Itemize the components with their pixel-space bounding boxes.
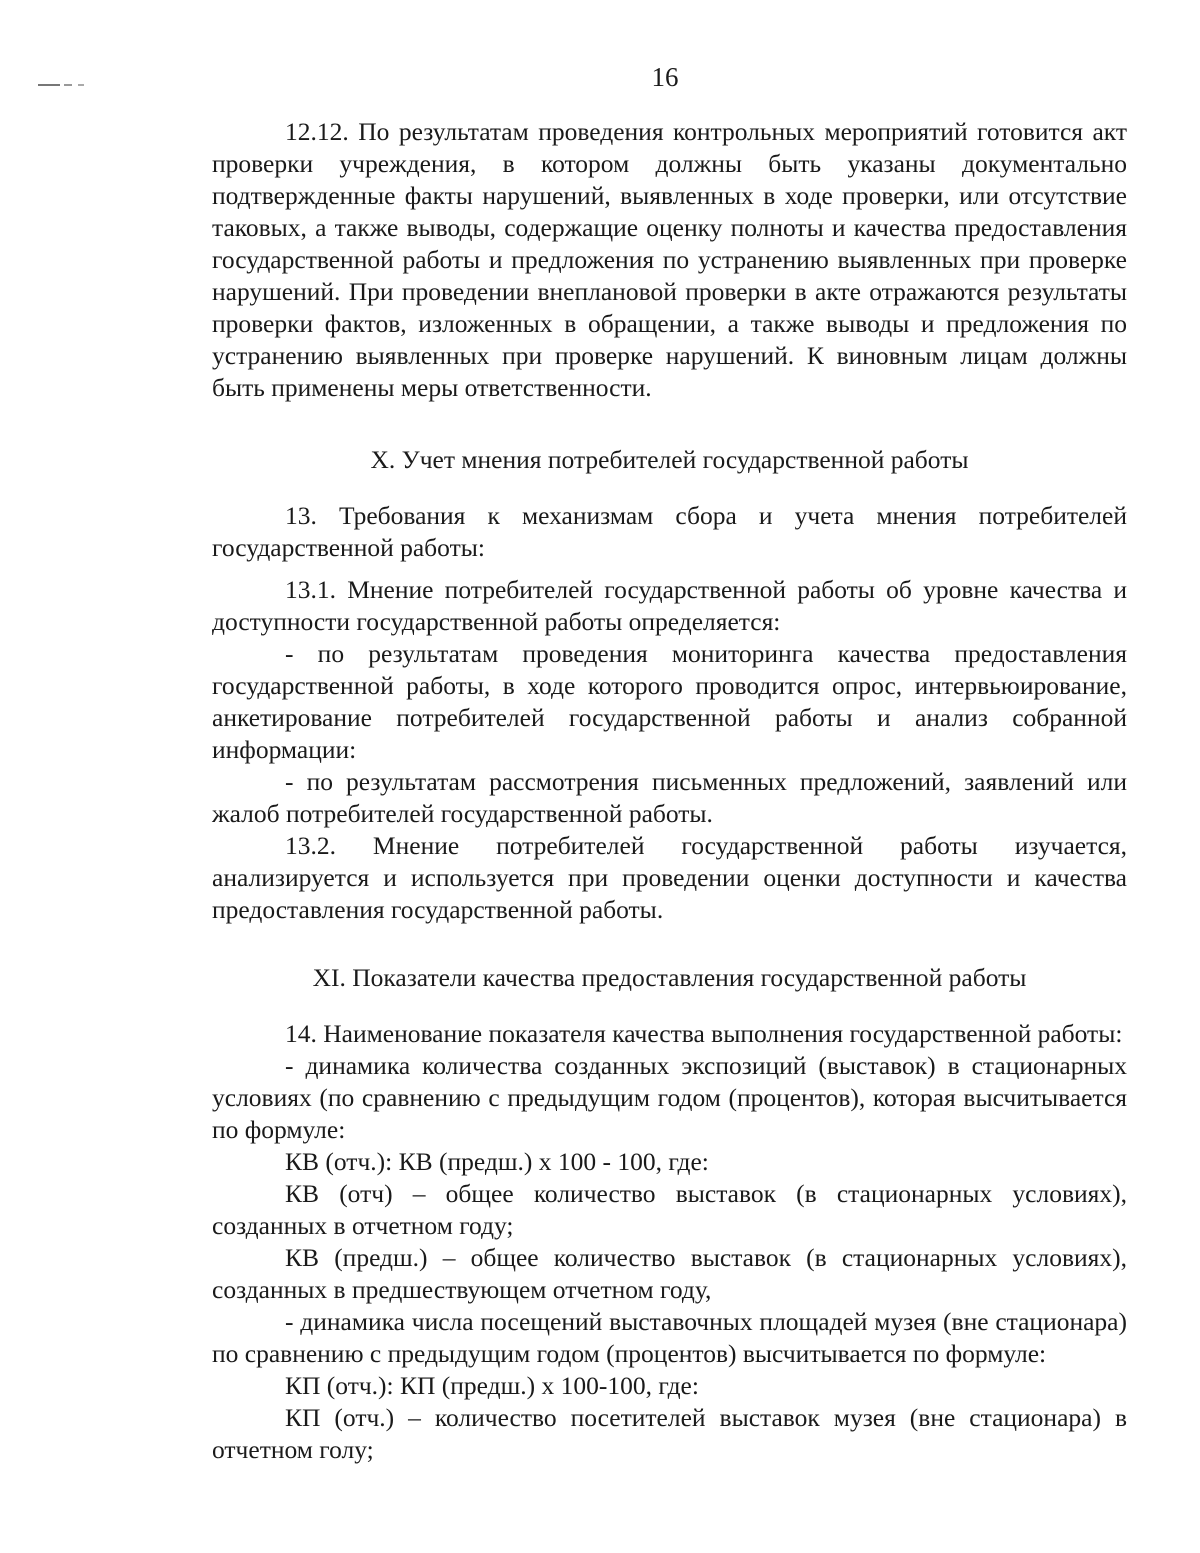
document-body — [212, 116, 1127, 1466]
page-number: 16 — [651, 62, 679, 92]
paragraph-13-2: 13.2. Мнение потребителей государственной работы изучается, анализируется и используется при проведении оценки доступности и качества предоставления государственной работы. — [212, 831, 1127, 924]
definition-kv-current: КВ (отч) – общее количество выставок (в стационарных условиях), созданных в отчетном году; — [212, 1179, 1127, 1240]
paragraph-12-12: 12.12. По результатам проведения контрольных мероприятий готовится акт проверки учреждения, в котором должны быть указаны документально подтвержденные факты нарушений, выявленных в ходе проверки, или отсутствие таковых, а также выводы, содержащие оценку полноты и качества предоставления государственной работы и предложения по устранению выявленных при проверке нарушений. При проведении внеплановой проверки в акте отражаются результаты проверки фактов, изложенных в обращении, а также выводы и предложения по устранению выявленных при проверке нарушений. К виновным лицам должны быть применены меры ответственности. — [212, 117, 1127, 402]
paragraph-13: 13. Требования к механизмам сбора и учета мнения потребителей государственной работы: — [212, 501, 1127, 562]
list-item-monitoring: - по результатам проведения мониторинга качества предоставления государственной работы, в ходе которого проводится опрос, интервьюирование, анкетирование потребителей государственной работы и анализ собранной информации: — [212, 639, 1127, 764]
section-heading-x: X. Учет мнения потребителей государственной работы — [370, 445, 969, 474]
section-heading-xi: XI. Показатели качества предоставления государственной работы — [312, 963, 1027, 992]
list-item-exhibitions-dynamics: - динамика количества созданных экспозиций (выставок) в стационарных условиях (по сравнению с предыдущим годом (процентов), которая высчитывается по формуле: — [212, 1051, 1127, 1144]
definition-kv-previous: КВ (предш.) – общее количество выставок (в стационарных условиях), созданных в предшествующем отчетном году, — [212, 1243, 1127, 1304]
list-item-complaints: - по результатам рассмотрения письменных предложений, заявлений или жалоб потребителей государственной работы. — [212, 767, 1127, 828]
paragraph-13-1: 13.1. Мнение потребителей государственной работы об уровне качества и доступности государственной работы определяется: — [212, 575, 1127, 636]
paragraph-14: 14. Наименование показателя качества выполнения государственной работы: — [285, 1019, 1123, 1048]
formula-kv: КВ (отч.): КВ (предш.) х 100 - 100, где: — [285, 1147, 709, 1176]
definition-kp-current: КП (отч.) – количество посетителей выставок музея (вне стационара) в отчетном голу; — [212, 1403, 1127, 1464]
list-item-visits-dynamics: - динамика числа посещений выставочных площадей музея (вне стационара) по сравнению с предыдущим годом (процентов) высчитывается по формуле: — [212, 1307, 1127, 1368]
formula-kp: КП (отч.): КП (предш.) х 100-100, где: — [285, 1371, 699, 1400]
